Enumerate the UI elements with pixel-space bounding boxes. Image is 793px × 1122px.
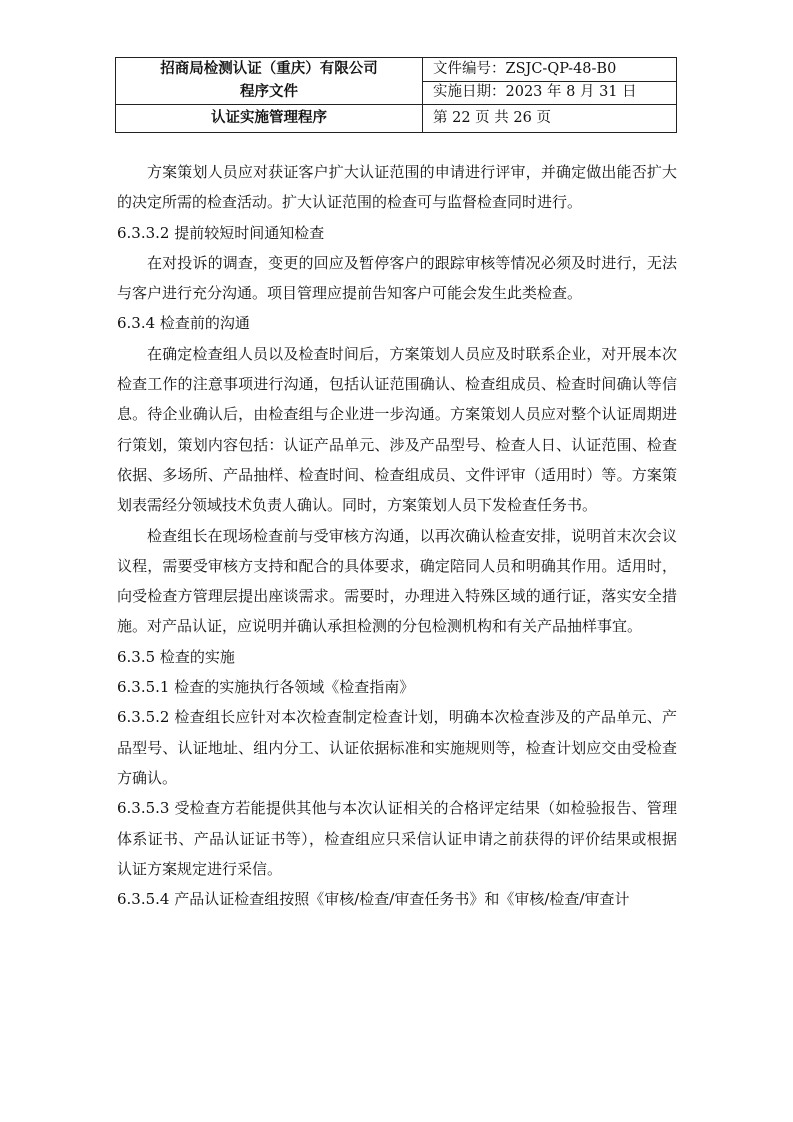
company-name: 招商局检测认证（重庆）有限公司 <box>160 61 378 77</box>
file-number: 文件编号：ZSJC-QP-48-B0 <box>423 58 677 82</box>
paragraph: 6.3.5.3 受检查方若能提供其他与本次认证相关的合格评定结果（如检验报告、管理体系证书、产品认证证书等），检查组应只采信认证申请之前获得的评价结果或根据认证方案规定进行采信。 <box>117 799 677 878</box>
company-cell <box>116 58 423 105</box>
section-heading: 6.3.4 检查前的沟通 <box>117 314 250 333</box>
paragraph: 在对投诉的调查，变更的回应及暂停客户的跟踪审核等情况必须及时进行，无法与客户进行充分沟通。项目管理应提前告知客户可能会发生此类检查。 <box>117 253 677 303</box>
paragraph: 6.3.5.4 产品认证检查组按照《审核/检查/审查任务书》和《审核/检查/审查计 <box>117 890 630 909</box>
paragraph: 6.3.5.2 检查组长应针对本次检查制定检查计划，明确本次检查涉及的产品单元、产品型号、认证地址、组内分工、认证依据标准和实施规则等，检查计划应交由受检查方确认。 <box>117 708 677 787</box>
paragraph: 检查组长在现场检查前与受审核方沟通，以再次确认检查安排，说明首末次会议议程，需要受审核方支持和配合的具体要求，确定陪同人员和明确其作用。适用时，向受检查方管理层提出座谈需求。需要时，办理进入特殊区域的通行证，落实安全措施。对产品认证，应说明并确认承担检测的分包检测机构和有关产品抽样事宜。 <box>117 526 677 636</box>
document-type: 程序文件 <box>240 84 298 100</box>
section-heading: 6.3.5 检查的实施 <box>117 647 235 666</box>
section-heading: 6.3.5.1 检查的实施执行各领域《检查指南》 <box>117 678 415 697</box>
section-heading: 6.3.3.2 提前较短时间通知检查 <box>117 223 325 242</box>
document-body <box>117 157 677 914</box>
page-info: 第 22 页 共 26 页 <box>423 105 677 133</box>
paragraph: 方案策划人员应对获证客户扩大认证范围的申请进行评审，并确定做出能否扩大的决定所需的检查活动。扩大认证范围的检查可与监督检查同时进行。 <box>117 163 677 212</box>
document-title: 认证实施管理程序 <box>116 105 423 133</box>
document-header-table <box>115 57 677 133</box>
implementation-date: 实施日期：2023 年 8 月 31 日 <box>423 81 677 105</box>
paragraph: 在确定检查组人员以及检查时间后，方案策划人员应及时联系企业，对开展本次检查工作的注意事项进行沟通，包括认证范围确认、检查组成员、检查时间确认等信息。待企业确认后，由检查组与企业进一步沟通。方案策划人员应对整个认证周期进行策划，策划内容包括：认证产品单元、涉及产品型号、检查人日、认证范围、检查依据、多场所、产品抽样、检查时间、检查组成员、文件评审（适用时）等。方案策划表需经分领域技术负责人确认。同时，方案策划人员下发检查任务书。 <box>117 344 677 515</box>
